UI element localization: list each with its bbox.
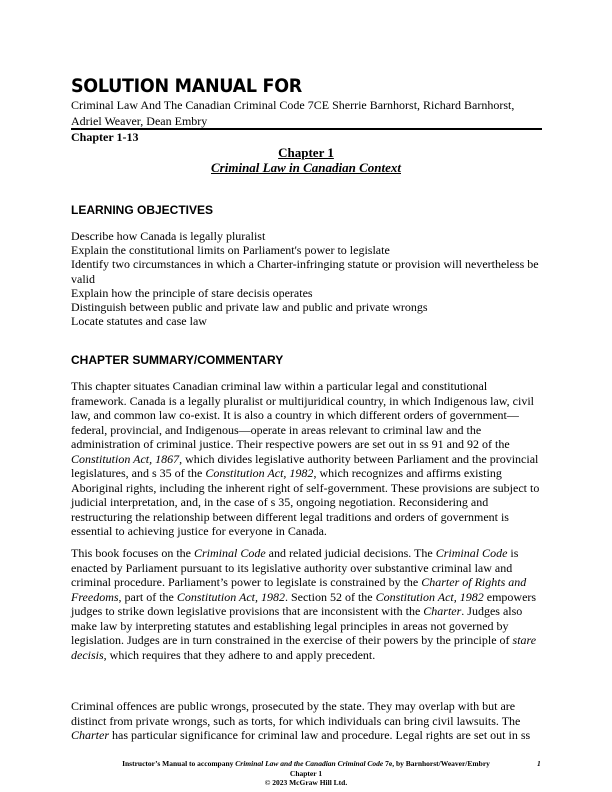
summary-paragraph-1 — [71, 379, 541, 539]
footer-suffix: 7e, by Barnhorst/Weaver/Embry — [383, 759, 490, 768]
summary-paragraph-3 — [71, 699, 541, 743]
text-run: This book focuses on the — [71, 546, 194, 560]
italic-text-run: Charter of Rights and Freedoms — [71, 575, 527, 604]
objective-item: Identify two circumstances in which a Charter-infringing statute or provision will nevertheless be valid — [71, 257, 539, 286]
italic-text-run: Constitution Act, 1982 — [375, 589, 484, 604]
italic-text-run: Constitution Act, 1982 — [176, 589, 285, 604]
footer-chapter: Chapter 1 — [289, 768, 323, 778]
italic-text-run: Constitution Act, 1867 — [71, 451, 180, 466]
text-run: , which divides legislative authority between Parliament and the provincial legislatures, and s 35 of the — [71, 451, 539, 480]
text-run: has particular significance for criminal law and procedure. Legal rights are set out in ss — [109, 728, 531, 742]
chapter-number-heading: Chapter 1 — [278, 145, 334, 160]
italic-text-run: Criminal Code — [193, 546, 266, 560]
text-run: , which requires that they adhere to and apply precedent. — [103, 647, 376, 662]
chapters-range: Chapter 1-13 — [71, 130, 139, 144]
text-run: empowers judges to strike down legislative provisions that are inconsistent with the — [71, 589, 537, 618]
footer-copyright: © 2023 McGraw Hill Ltd. — [264, 778, 348, 787]
italic-text-run: stare decisis — [71, 633, 537, 662]
chapter-summary-title: CHAPTER SUMMARY/COMMENTARY — [71, 353, 284, 367]
italic-text-run: Constitution Act, 1982 — [205, 466, 314, 480]
chapter-subtitle-heading: Criminal Law in Canadian Context — [211, 160, 401, 175]
italic-text-run: Criminal Code — [435, 546, 508, 560]
text-run: and related judicial decisions. The — [265, 546, 436, 560]
objective-item: Explain how the principle of stare decisis operates — [71, 285, 313, 300]
italic-text-run: Charter — [423, 604, 462, 618]
solution-manual-title: SOLUTION MANUAL FOR — [71, 76, 302, 98]
text-run: is enacted by Parliament pursuant to its legislative authority over substantive criminal law and criminal procedure. Parliament’s power to legislate is constrained by the — [71, 546, 519, 589]
page-footer — [0, 759, 612, 788]
text-run: Criminal offences are public wrongs, prosecuted by the state. They may overlap with but are distinct from private wrongs, such as torts, for which individuals can bring civil lawsuits. The — [71, 699, 521, 728]
book-title-authors: Criminal Law And The Canadian Criminal Code 7CE Sherrie Barnhorst, Richard Barnhorst, Adriel Weaver, Dean Embry — [71, 98, 515, 128]
objective-item: Locate statutes and case law — [71, 314, 207, 329]
italic-text-run: Charter — [71, 728, 110, 742]
learning-objectives-title: LEARNING OBJECTIVES — [71, 203, 214, 217]
footer-prefix: Instructor’s Manual to accompany — [122, 759, 236, 768]
objective-item: Distinguish between public and private law and public and private wrongs — [71, 300, 428, 315]
text-run: . Section 52 of the — [284, 589, 376, 604]
text-run: , part of the — [118, 589, 177, 604]
footer-book-title: Criminal Law and the Canadian Criminal Code — [235, 759, 384, 768]
text-run: This chapter situates Canadian criminal law within a particular legal and constitutional framework. Canada is a legally pluralist or multijuridical country, in which Indigenous law, civil law, and common law co-exist. It is also a country in which different orders of government—federal, provincial, and Indigenous—operate in areas relevant to criminal law and the administration of criminal justice. Their respective powers are set out in ss 91 and 92 of the — [71, 379, 534, 451]
text-run: . Judges also make law by interpreting statutes and establishing legal principles in areas not governed by legislation. Judges are in turn constrained in the exercise of their powers by the principle of — [71, 604, 523, 647]
summary-paragraph-2 — [71, 546, 541, 662]
learning-objectives-list — [71, 229, 543, 328]
page-number: 1 — [537, 759, 541, 768]
objective-item: Explain the constitutional limits on Parliament's power to legislate — [71, 243, 390, 258]
text-run: , which recognizes and affirms existing Aboriginal rights, including the inherent right of self-government. These provisions are subject to judicial interpretation, and, in the case of s 35, ongoing negotiation. Reconsidering and restructuring the relationship between different legal traditions and orders of government is essential to achieving justice for everyone in Canada. — [71, 466, 540, 538]
objective-item: Describe how Canada is legally pluralist — [71, 229, 266, 243]
header-rule — [71, 128, 542, 130]
